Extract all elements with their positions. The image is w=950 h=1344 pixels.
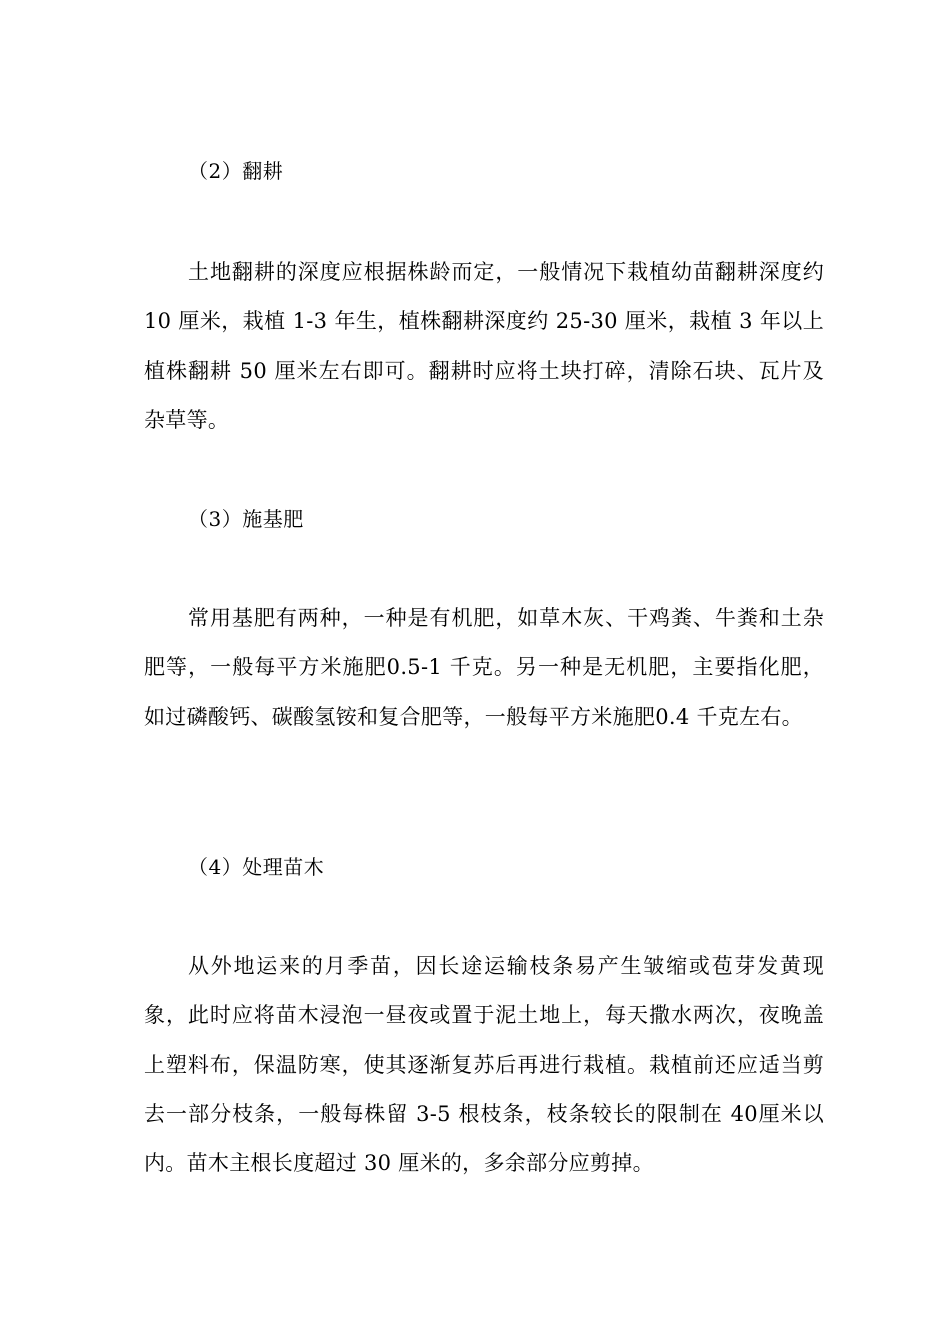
section-body-plowing: 土地翻耕的深度应根据株龄而定，一般情况下栽植幼苗翻耕深度约 10 厘米，栽植 1-3 年生，植株翻耕深度约 25-30 厘米，栽植 3 年以上植株翻耕 50 厘米左右即可。翻耕时应将土块打碎，清除石块、瓦片及杂草等。 bbox=[144, 260, 824, 432]
section-body-base-fertilizer: 常用基肥有两种，一种是有机肥，如草木灰、干鸡粪、牛粪和土杂肥等，一般每平方米施肥0.5-1 千克。另一种是无机肥，主要指化肥，如过磷酸钙、碳酸氢铵和复合肥等，一般每平方米施肥0.4 千克左右。 bbox=[144, 606, 824, 729]
section-heading-seedling-treatment: （4）处理苗木 bbox=[188, 855, 325, 879]
section-body-seedling-treatment: 从外地运来的月季苗，因长途运输枝条易产生皱缩或苞芽发黄现象，此时应将苗木浸泡一昼夜或置于泥土地上，每天撒水两次，夜晚盖上塑料布，保温防寒，使其逐渐复苏后再进行栽植。栽植前还应适当剪去一部分枝条，一般每株留 3-5 根枝条，枝条较长的限制在 40厘米以内。苗木主根长度超过 30 厘米的，多余部分应剪掉。 bbox=[144, 954, 824, 1176]
section-heading-base-fertilizer: （3）施基肥 bbox=[188, 507, 304, 531]
section-heading-plowing: （2）翻耕 bbox=[188, 159, 284, 183]
